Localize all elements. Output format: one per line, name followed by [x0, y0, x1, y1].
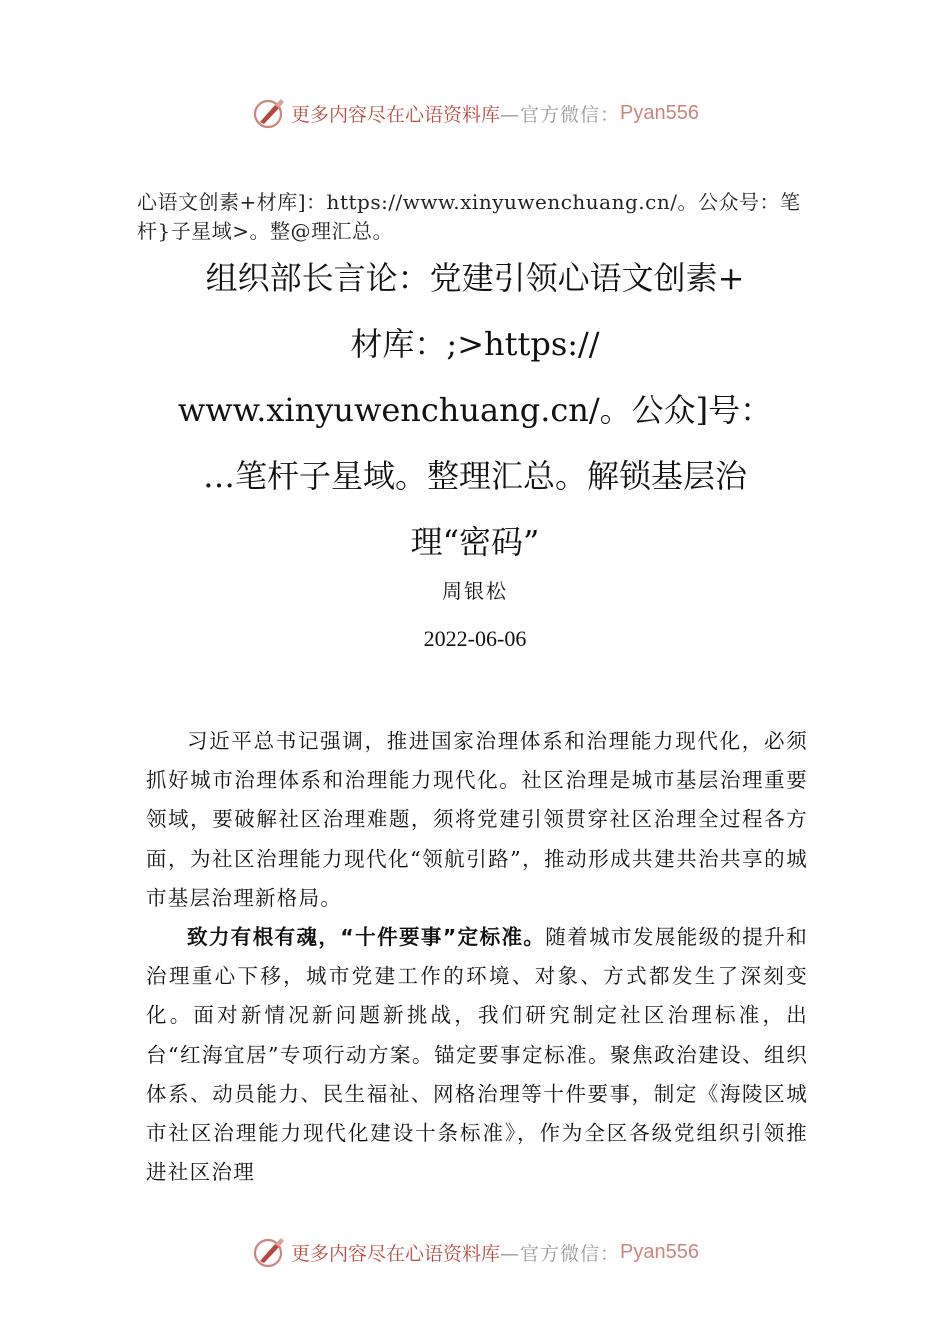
title-line: 材库：;>https://	[350, 325, 600, 363]
title-line: www.xinyuwenchuang.cn/。公众]号：	[177, 391, 773, 429]
paragraph-heading: 致力有根有魂，“十件要事”定标准。	[187, 925, 546, 950]
watermark-header	[0, 93, 950, 133]
paragraph	[146, 918, 808, 1192]
article-body	[146, 722, 808, 1192]
paragraph-text: 随着城市发展能级的提升和治理重心下移，城市党建工作的环境、对象、方式都发生了深刻变化。面对新情况新问题新挑战，我们研究制定社区治理标准，出台“红海宜居”专项行动方案。锚定要事定标准。聚焦政治建设、组织体系、动员能力、民生福祉、网格治理等十件要事，制定《海陵区城市社区治理能力现代化建设十条标准》，作为全区各级党组织引领推进社区治理	[146, 925, 808, 1185]
pen-logo-icon	[251, 1234, 287, 1270]
publish-date: 2022-06-06	[423, 626, 527, 651]
pen-logo-icon	[251, 95, 287, 131]
title-line: 组织部长言论：党建引领心语文创素+	[205, 259, 745, 297]
watermark-account: Pyan556	[620, 1240, 699, 1263]
title-line: 理“密码”	[410, 523, 540, 561]
watermark-site: 更多内容尽在心语资料库	[291, 103, 501, 126]
title-line: …笔杆子星域。整理汇总。解锁基层治	[202, 457, 747, 495]
watermark-footer	[0, 1232, 950, 1272]
watermark-account: Pyan556	[620, 101, 699, 124]
article-title	[170, 245, 780, 575]
watermark-wechat-label: —官方微信：	[500, 103, 621, 126]
header-spill-text: 心语文创素+材库]：https://www.xinyuwenchuang.cn/。公众号：笔杆}子星域>。整@理汇总。	[137, 190, 801, 243]
paragraph: 习近平总书记强调，推进国家治理体系和治理能力现代化，必须抓好城市治理体系和治理能力现代化。社区治理是城市基层治理重要领域，要破解社区治理难题，须将党建引领贯穿社区治理全过程各方面，为社区治理能力现代化“领航引路”，推动形成共建共治共享的城市基层治理新格局。	[146, 729, 808, 910]
watermark-site: 更多内容尽在心语资料库	[291, 1242, 501, 1265]
watermark-wechat-label: —官方微信：	[500, 1242, 621, 1265]
author: 周银松	[442, 579, 508, 603]
